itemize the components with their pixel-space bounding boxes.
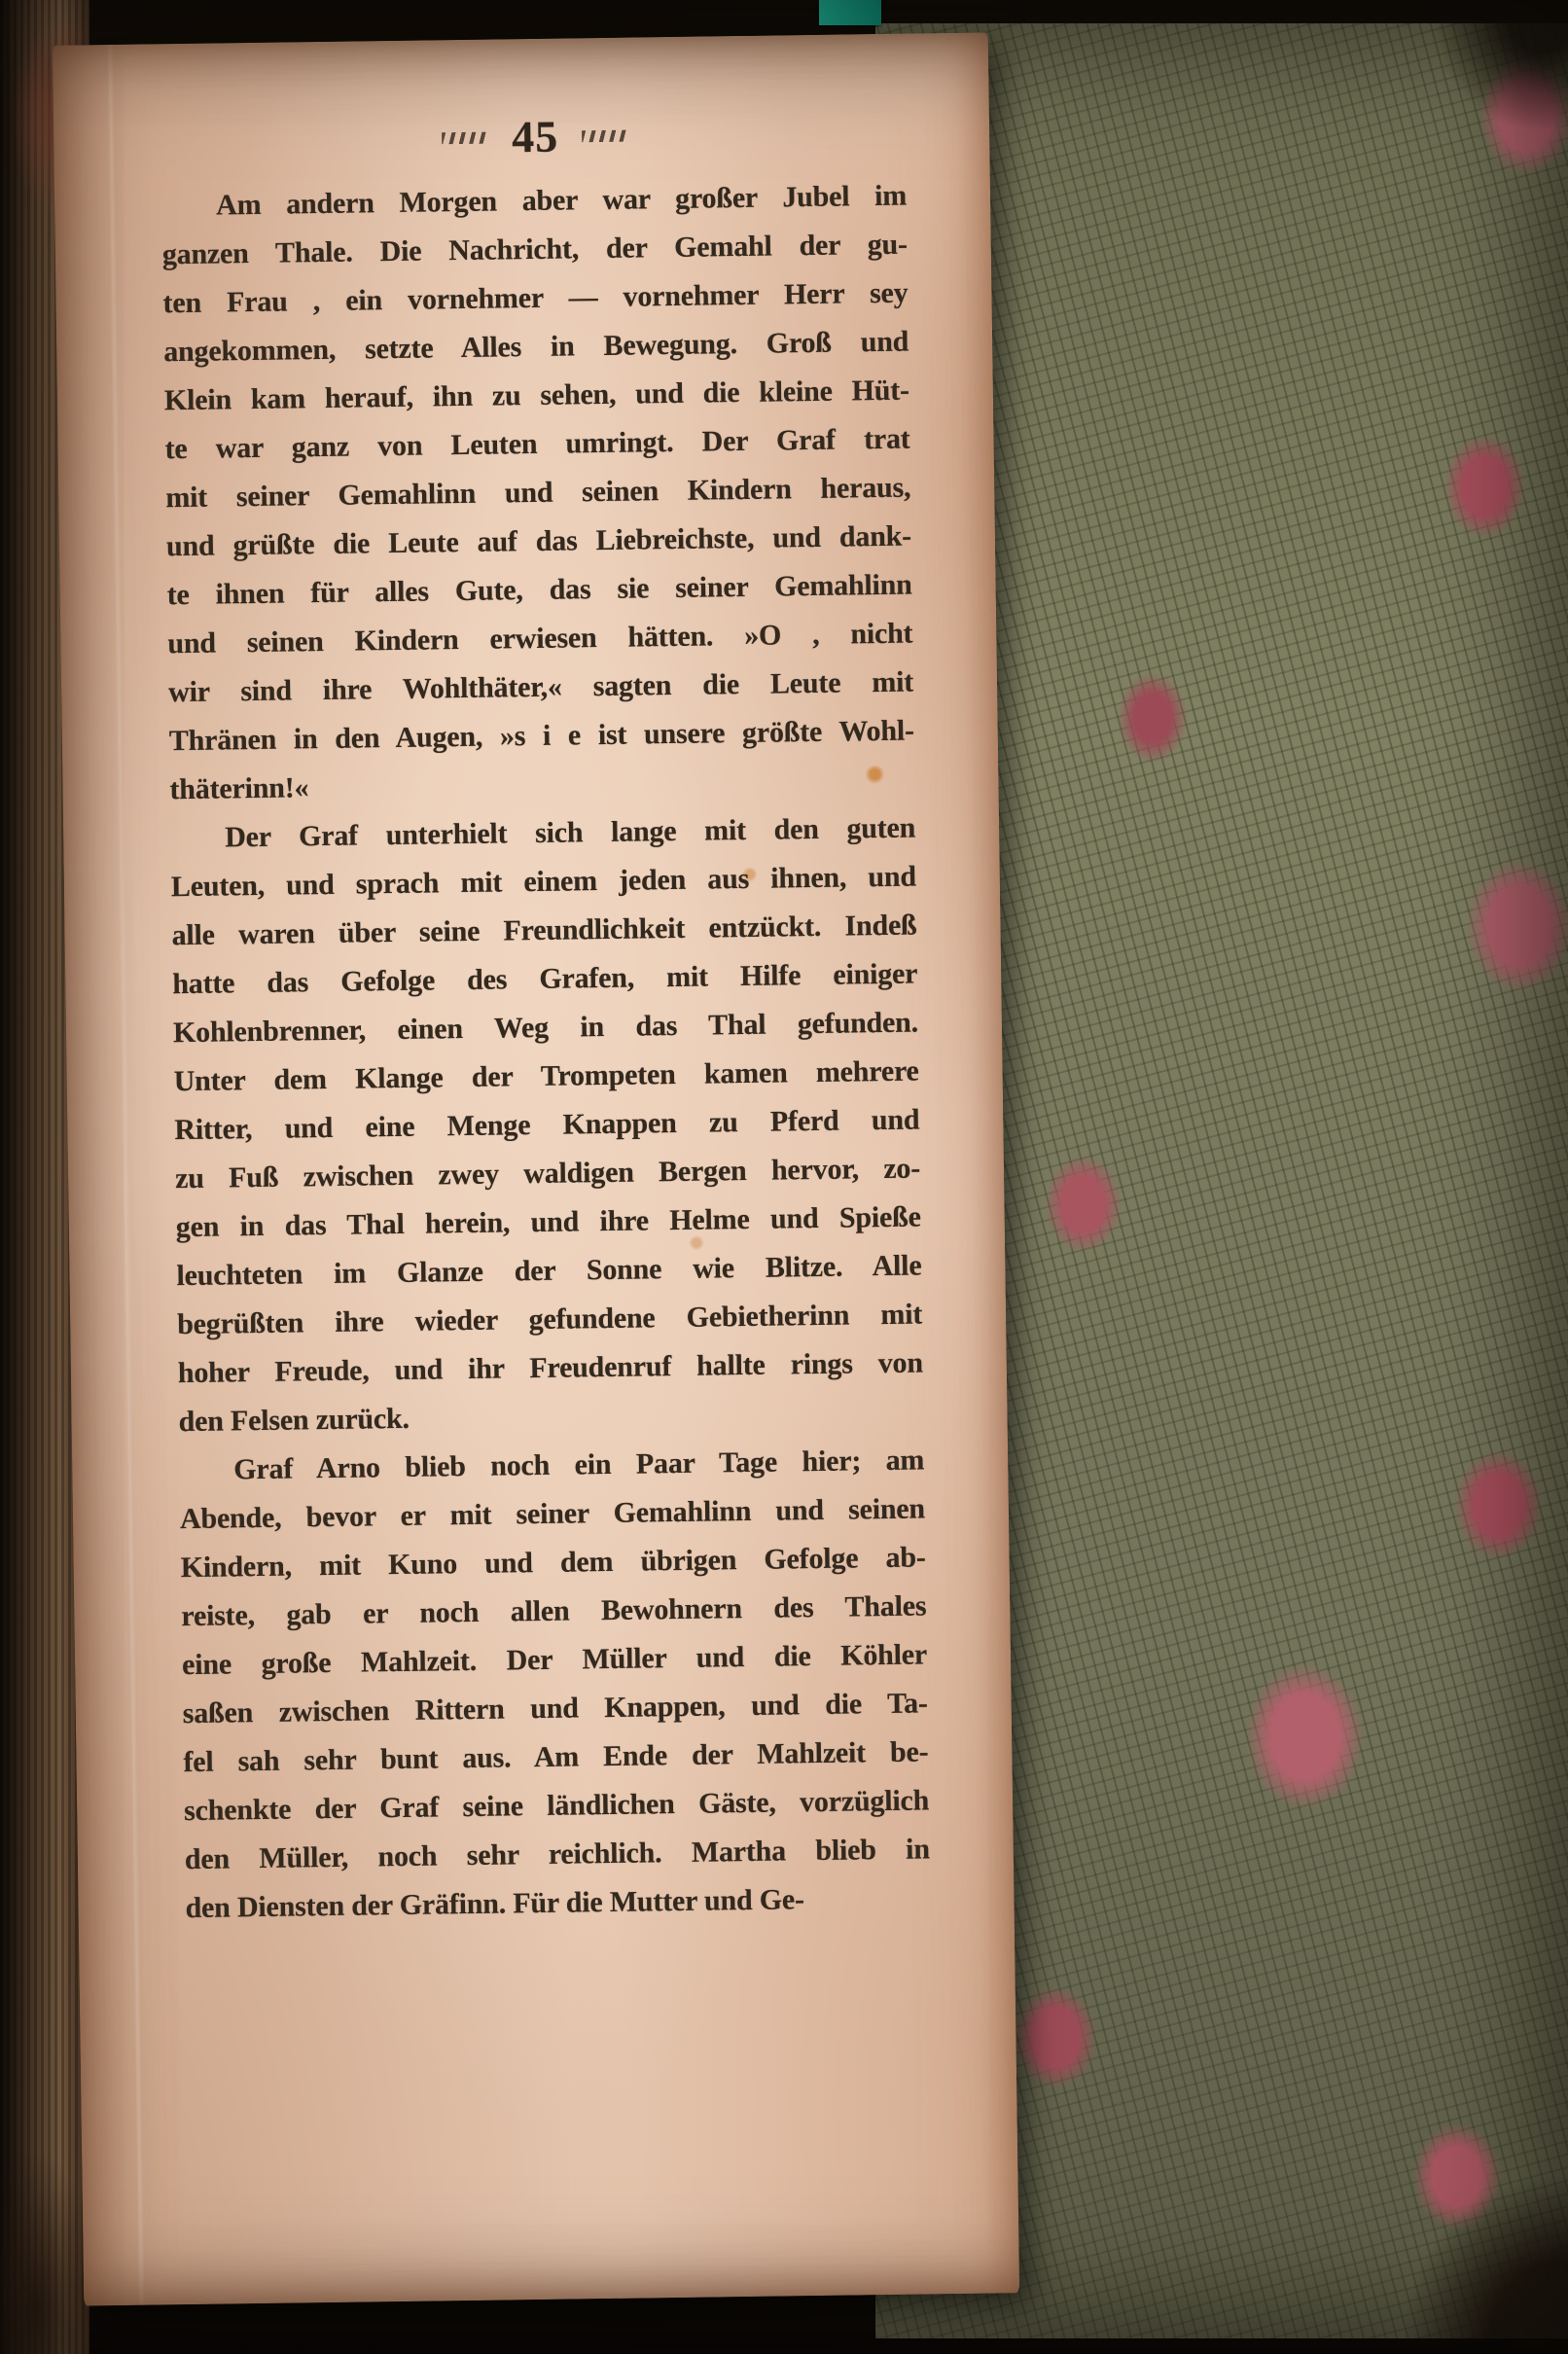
text-line: reiste, gab er noch allen Bewohnern des Thales [181, 1589, 927, 1633]
paragraph [170, 804, 924, 1447]
text-block [161, 172, 931, 1934]
text-line: fel sah sehr bunt aus. Am Ende der Mahlzeit be- [183, 1735, 929, 1779]
text-line: te war ganz von Leuten umringt. Der Graf trat [164, 422, 910, 466]
text-line: Der Graf unterhielt sich lange mit den guten [224, 811, 916, 854]
text-line: und seinen Kindern erwiesen hätten. »O , nicht [167, 617, 913, 660]
text-line: ten Frau , ein vornehmer — vornehmer Herr sey [162, 276, 909, 320]
text-line: thäterinn!« [169, 771, 309, 806]
text-line: Kindern, mit Kuno und dem übrigen Gefolge ab- [180, 1541, 926, 1585]
text-line: saßen zwischen Rittern und Knappen, und die Ta- [182, 1687, 928, 1730]
text-line: Graf Arno blieb noch ein Paar Tage hier; am [233, 1444, 925, 1486]
text-line: ganzen Thale. Die Nachricht, der Gemahl der gu- [161, 228, 908, 271]
page-ornament-left-icon [442, 131, 488, 144]
paragraph [161, 172, 915, 815]
paragraph [179, 1436, 931, 1933]
text-line: den Müller, noch sehr reichlich. Martha blieb in [184, 1833, 931, 1876]
teal-tab [819, 0, 881, 25]
text-line: alle waren über seine Freundlichkeit entzückt. Indeß [171, 909, 917, 952]
page-ornament-right-icon [582, 129, 628, 142]
text-line: und grüßte die Leute auf das Liebreichste, und dank- [165, 519, 912, 563]
text-line: zu Fuß zwischen zwey waldigen Bergen hervor, zo- [174, 1152, 921, 1195]
text-line: Unter dem Klange der Trompeten kamen mehrere [173, 1054, 919, 1098]
text-line: begrüßten ihre wieder gefundene Gebietherinn mit [176, 1298, 923, 1341]
page-header [162, 106, 909, 168]
book-page [53, 32, 1019, 2305]
text-line: wir sind ihre Wohlthäter,« sagten die Leute mit [167, 665, 914, 709]
text-line: leuchteten im Glanze der Sonne wie Blitze. Alle [176, 1249, 922, 1293]
text-line: Kohlenbrenner, einen Weg in das Thal gefunden. [172, 1006, 919, 1050]
page-number: 45 [511, 111, 559, 162]
text-line: mit seiner Gemahlinn und seinen Kindern heraus, [165, 471, 911, 515]
text-line: angekommen, setzte Alles in Bewegung. Groß und [163, 325, 909, 369]
text-line: Klein kam herauf, ihn zu sehen, und die kleine Hüt- [163, 374, 910, 417]
text-line: schenkte der Graf seine ländlichen Gäste, vorzüglich [183, 1784, 930, 1828]
text-line: gen in das Thal herein, und ihre Helme und Spieße [175, 1200, 921, 1244]
text-line: Thränen in den Augen, »s i e ist unsere größte Wohl- [168, 714, 914, 758]
text-line: Am andern Morgen aber war großer Jubel im [215, 179, 908, 222]
text-line: Leuten, und sprach mit einem jeden aus ihnen, und [170, 860, 917, 904]
text-line: den Felsen zurück. [178, 1402, 410, 1439]
text-line: eine große Mahlzeit. Der Müller und die Köhler [181, 1638, 928, 1682]
text-line: hoher Freude, und ihr Freudenruf hallte rings von [177, 1346, 924, 1390]
text-line: te ihnen für alles Gute, das sie seiner Gemahlinn [166, 568, 912, 612]
text-line: den Diensten der Gräfinn. Für die Mutter und Ge- [185, 1883, 804, 1925]
text-line: Ritter, und eine Menge Knappen zu Pferd und [174, 1103, 920, 1147]
text-line: Abende, bevor er mit seiner Gemahlinn und seinen [179, 1492, 926, 1536]
text-line: hatte das Gefolge des Grafen, mit Hilfe einiger [172, 957, 918, 1001]
